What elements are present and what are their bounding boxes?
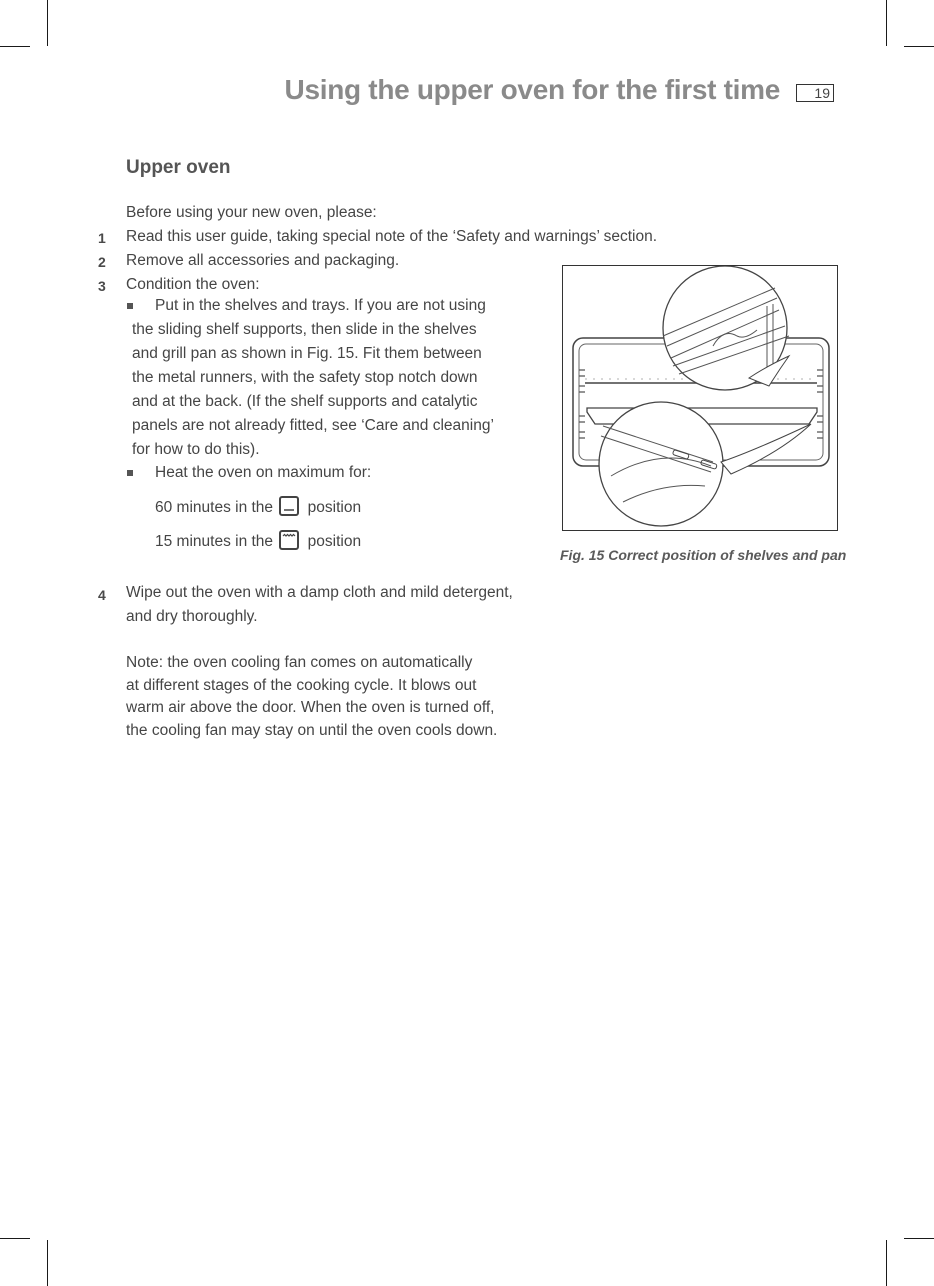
crop-mark <box>904 46 934 47</box>
bullet-text: Heat the oven on maximum for: <box>155 464 372 481</box>
crop-mark <box>47 0 48 46</box>
timing-suffix: position <box>307 499 362 517</box>
step-text: Condition the oven: <box>126 276 260 293</box>
bullet-text-line: for how to do this). <box>132 441 260 458</box>
note-text-line: at different stages of the cooking cycle. It blows out <box>126 677 477 694</box>
bullet-marker <box>127 303 133 309</box>
page-title: Using the upper oven for the first time <box>284 74 780 105</box>
crop-mark <box>0 1238 30 1239</box>
step-text: Wipe out the oven with a damp cloth and mild detergent, <box>126 584 513 601</box>
bullet-text-line: the sliding shelf supports, then slide in the shelves <box>132 321 477 338</box>
bullet-text-line: the metal runners, with the safety stop notch down <box>132 369 478 386</box>
bullet-text-line: and grill pan as shown in Fig. 15. Fit them between <box>132 345 482 362</box>
crop-mark <box>904 1238 934 1239</box>
timing-prefix: 15 minutes in the <box>155 533 274 551</box>
bullet-marker <box>127 470 133 476</box>
bullet-text-line: Put in the shelves and trays. If you are not using <box>155 297 486 314</box>
crop-mark <box>47 1240 48 1286</box>
section-heading: Upper oven <box>126 157 231 178</box>
figure-caption: Fig. 15 Correct position of shelves and pan <box>560 547 847 563</box>
timing-line <box>155 532 361 552</box>
step-number: 4 <box>98 587 106 603</box>
step-number: 1 <box>98 230 106 246</box>
timing-prefix: 60 minutes in the <box>155 499 274 517</box>
crop-mark <box>886 1240 887 1286</box>
oven-shelves-illustration <box>563 266 837 530</box>
note-text-line: Note: the oven cooling fan comes on automatically <box>126 654 473 671</box>
step-text: Read this user guide, taking special note of the ‘Safety and warnings’ section. <box>126 228 658 245</box>
timing-line <box>155 498 361 518</box>
bake-function-icon <box>279 496 299 516</box>
figure-frame <box>562 265 838 531</box>
intro-text: Before using your new oven, please: <box>126 204 377 221</box>
bullet-text-line: panels are not already fitted, see ‘Care and cleaning’ <box>132 417 494 434</box>
bullet-text-line: and at the back. (If the shelf supports and catalytic <box>132 393 478 410</box>
note-text-line: warm air above the door. When the oven is turned off, <box>126 699 495 716</box>
grill-function-icon <box>279 530 299 550</box>
crop-mark <box>886 0 887 46</box>
step-text: and dry thoroughly. <box>126 608 258 625</box>
step-text: Remove all accessories and packaging. <box>126 252 400 269</box>
page-number: 19 <box>796 84 834 102</box>
step-number: 2 <box>98 254 106 270</box>
crop-mark <box>0 46 30 47</box>
timing-suffix: position <box>307 533 362 551</box>
step-number: 3 <box>98 278 106 294</box>
note-text-line: the cooling fan may stay on until the oven cools down. <box>126 722 498 739</box>
